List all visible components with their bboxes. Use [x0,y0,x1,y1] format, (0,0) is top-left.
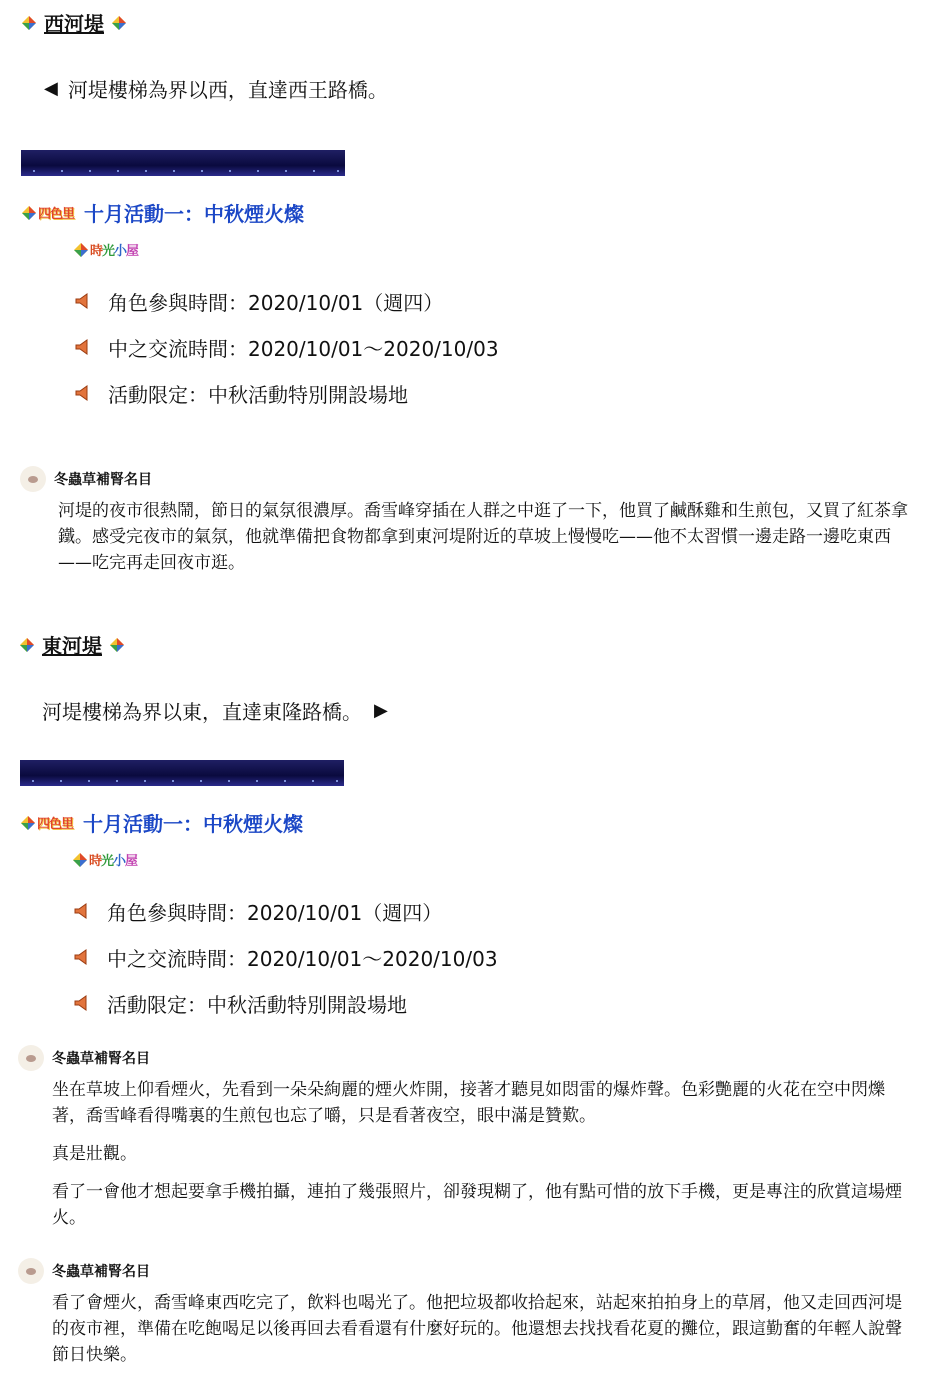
diamond-icon [73,853,87,867]
list-item: 活動限定：中秋活動特別開設場地 [73,980,498,1026]
post-body: 看了會煙火，喬雪峰東西吃完了，飲料也喝光了。他把垃圾都收拾起來，站起來拍拍身上的草屑，他又走回西河堤的夜市裡，準備在吃飽喝足以後再回去看看還有什麼好玩的。他還想去找找看花夏的攤位，跟這勤奮的年輕人說聲節日快樂。 [52,1293,902,1365]
activity-info-list [73,888,498,1026]
arrow-left-icon[interactable]: ◀ [44,78,58,99]
speaker-icon [73,903,89,919]
diamond-icon [110,638,124,652]
speaker-icon [74,293,90,309]
activity-title[interactable]: 十月活動一：中秋煙火燦 [83,812,304,836]
sisheli-logo[interactable]: 四色里 [21,813,73,832]
shiguang-logo[interactable]: 時光小屋 [73,850,137,869]
post-body: 河堤的夜市很熱鬧，節日的氣氛很濃厚。喬雪峰穿插在人群之中逛了一下，他買了鹹酥雞和生煎包，又買了紅茶拿鐵。感受完夜市的氣氛，他就準備把食物都拿到東河堤附近的草坡上慢慢吃——他不太習慣一邊走路一邊吃東西——吃完再走回夜市逛。 [58,501,908,573]
author-name[interactable]: 冬蟲草補腎名目 [52,1264,150,1280]
activity-title[interactable]: 十月活動一：中秋煙火燦 [84,202,305,226]
list-item: 角色參與時間：2020/10/01（週四） [74,278,499,324]
speaker-icon [73,995,89,1011]
section-header-east [20,630,124,659]
diamond-icon [74,243,88,257]
avatar[interactable] [18,1258,44,1284]
diamond-icon [22,16,36,30]
section-header-west [22,8,126,37]
night-sky-banner [21,150,345,176]
author-name[interactable]: 冬蟲草補腎名目 [54,472,152,488]
activity-header [21,808,303,837]
section-description-east [42,696,388,725]
avatar[interactable] [20,466,46,492]
list-item: 中之交流時間：2020/10/01～2020/10/03 [74,324,499,370]
shiguang-logo[interactable]: 時光小屋 [74,240,138,259]
description-text: 河堤樓梯為界以西，直達西王路橋。 [67,78,388,102]
post [22,1045,902,1243]
section-title[interactable]: 東河堤 [42,634,102,658]
author-name[interactable]: 冬蟲草補腎名目 [52,1051,150,1067]
diamond-icon [20,638,34,652]
list-item: 角色參與時間：2020/10/01（週四） [73,888,498,934]
post-author [22,1045,902,1071]
diamond-icon [22,206,36,220]
activity-info-list [74,278,499,416]
list-item: 中之交流時間：2020/10/01～2020/10/03 [73,934,498,980]
post-author [22,1258,902,1284]
arrow-right-icon[interactable]: ▶ [374,700,388,721]
activity-header [22,198,304,227]
description-text: 河堤樓梯為界以東，直達東隆路橋。 [42,700,362,724]
avatar[interactable] [18,1045,44,1071]
post [24,466,908,588]
section-title[interactable]: 西河堤 [44,12,104,36]
speaker-icon [74,385,90,401]
diamond-icon [112,16,126,30]
diamond-icon [21,816,35,830]
post-author [24,466,904,492]
section-description-west [44,74,388,103]
post [22,1258,902,1380]
post-body: 坐在草坡上仰看煙火，先看到一朵朵絢麗的煙火炸開，接著才聽見如悶雷的爆炸聲。色彩艷麗的火花在空中閃爍著，喬雪峰看得嘴裏的生煎包也忘了嚼，只是看著夜空，眼中滿是贊歎。 真是壯觀。 看了一會他才想起要拿手機拍攝，連拍了幾張照片，卻發現糊了，他有點可惜的放下手機，更是專注的欣賞這場煙火。 [52,1080,902,1228]
speaker-icon [74,339,90,355]
sisheli-logo[interactable]: 四色里 [22,203,74,222]
speaker-icon [73,949,89,965]
list-item: 活動限定：中秋活動特別開設場地 [74,370,499,416]
night-sky-banner [20,760,344,786]
